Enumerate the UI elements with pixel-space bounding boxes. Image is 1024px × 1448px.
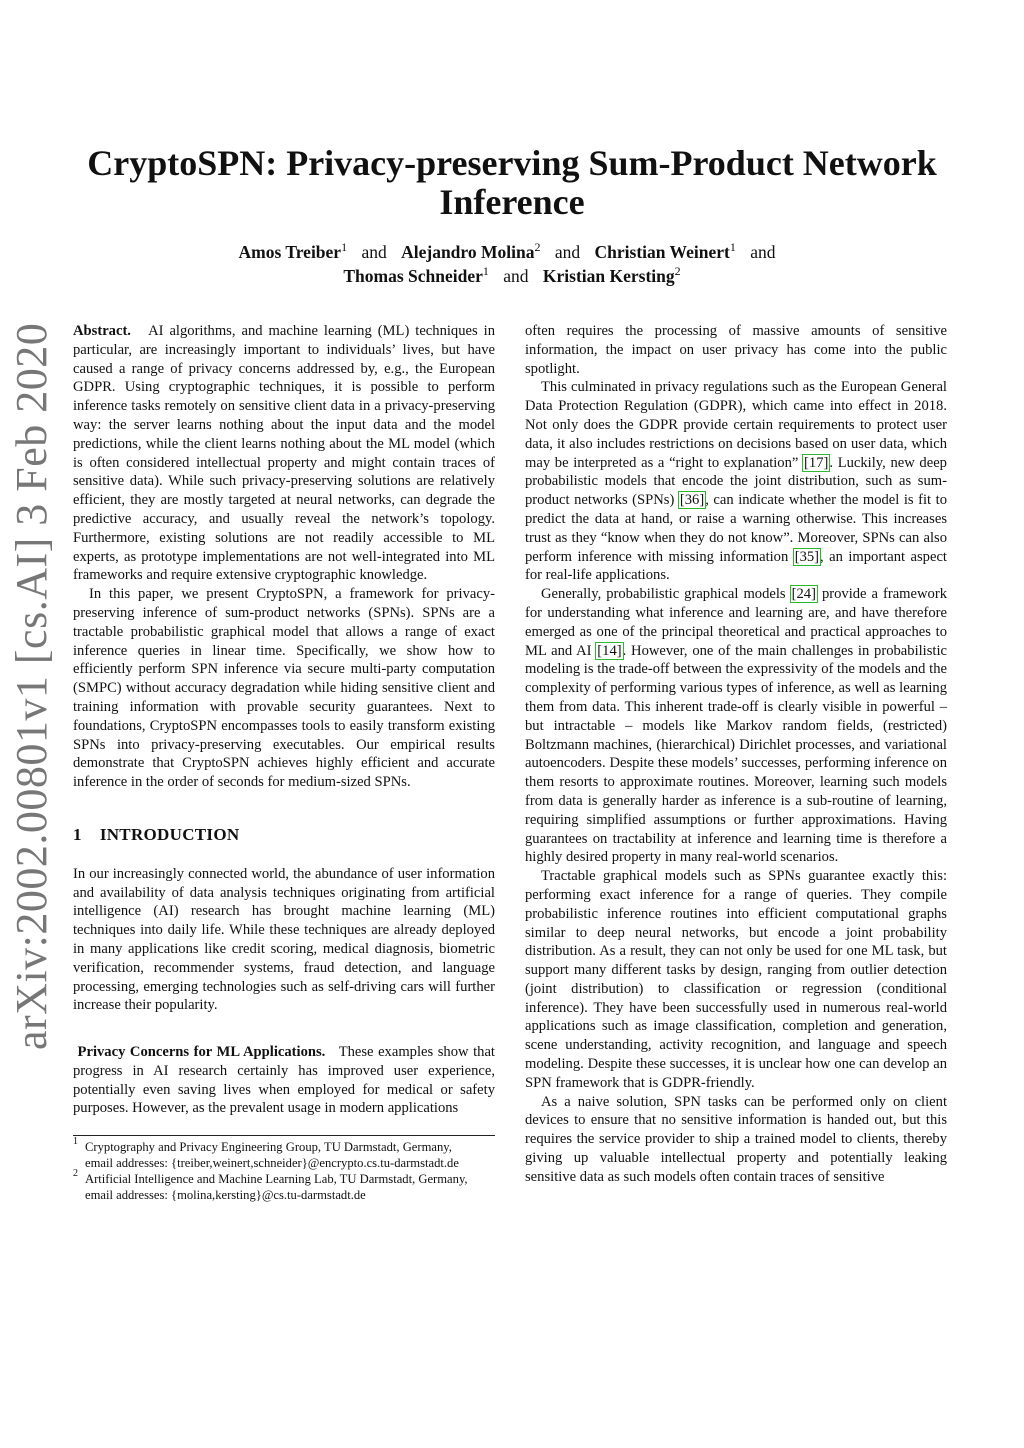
privacy-text: These examples show that progress in AI research certainly has improved user experience, potentially even saving lives when employed for medical or safety purposes. However, as the prevalent usage in modern applications	[73, 1044, 495, 1117]
footnote-line: Artificial Intelligence and Machine Learning Lab, TU Darmstadt, Germany,	[85, 1172, 468, 1186]
intro-paragraph: In our increasingly connected world, the abundance of user information and availability of data analysis techniques originating from artificial intelligence (AI) research has brought machine learning (ML) techniques into daily life. While these techniques are already deployed in many applications like credit scoring, medical diagnosis, biometric verification, recommender systems, fraud detection, and language processing, emerging technologies such as self-driving cars will further increase their popularity.	[73, 865, 495, 1014]
affiliation-mark: 2	[674, 264, 681, 278]
text-run: , can indicate whether the model is fit to predict the data at hand, or raise a warning otherwise. This increases trust as they “know when they do not know”. Moreover, SPNs can also perform inference with missing information	[525, 492, 947, 565]
section-title: INTRODUCTION	[99, 824, 240, 844]
text-run: . However, one of the main challenges in probabilistic modeling is the trade-off between the expressivity of the models and the complexity of performing various types of inference, as well as learning them from data. This inherent trade-off is clearly visible in powerful – but intractable – models like Markov random fields, (restricted) Boltzmann machines, (hierarchical) Dirichlet processes, and variational autoencoders. Despite these models’ successes, performing inference on them resorts to approximate routines. Moreover, learning such models from data is generally harder as inference is a sub-routine of learning, requiring simplified assumptions or further approximations. Having guarantees on tractability at inference and learning time is therefore a highly desired property in many real-world scenarios.	[525, 642, 947, 866]
footnote-line: email addresses: {molina,kersting}@cs.tu-darmstadt.de	[85, 1188, 366, 1202]
author-line-2	[60, 264, 964, 288]
affiliation-mark: 1	[482, 264, 489, 278]
citation-link[interactable]: [35]	[794, 548, 820, 565]
right-column	[525, 322, 947, 1187]
abstract-paragraph	[73, 322, 495, 585]
section-heading	[73, 826, 495, 845]
author-separator: and	[554, 242, 581, 262]
footnote: 2 Artificial Intelligence and Machine Learning Lab, TU Darmstadt, Germany, email addresses: {molina,kersting}@cs.tu-darmstadt.de	[73, 1171, 495, 1203]
affiliation-mark: 1	[729, 240, 736, 254]
paper-title: CryptoSPN: Privacy-preserving Sum-Product Network Inference	[87, 143, 937, 222]
text-run: . Luckily, new deep probabilistic models that encode the joint distribution, such as sum-product networks (SPNs)	[525, 454, 947, 509]
author-separator: and	[361, 242, 387, 262]
citation-link[interactable]: [36]	[679, 492, 705, 509]
affiliation-mark: 1	[341, 240, 348, 254]
author-name: Amos Treiber	[238, 242, 342, 262]
text-run: Generally, probabilistic graphical models	[541, 586, 786, 603]
paragraph-heading: Privacy Concerns for ML Applications.	[77, 1044, 326, 1061]
abstract-text: AI algorithms, and machine learning (ML) techniques in particular, are increasingly important to individuals’ lives, but have caused a range of privacy concerns addressed by, e.g., the European GDPR. Using cryptographic techniques, it is possible to perform inference tasks remotely on sensitive client data in a privacy-preserving way: the server learns nothing about the input data and the model predictions, while the client learns nothing about the ML model (which is often considered intellectual property and might contain traces of sensitive data). While such privacy-preserving solutions are relatively efficient, they are mostly targeted at neural networks, can degrade the predictive accuracy, and usually reveal the network’s topology. Furthermore, existing solutions are not readily accessible to ML experts, as prototype implementations are not well-integrated into ML frameworks and require extensive cryptographic knowledge.	[73, 323, 496, 584]
author-name: Kristian Kersting	[542, 266, 675, 286]
gdpr-paragraph	[525, 378, 947, 585]
continued-paragraph: often requires the processing of massive amounts of sensitive information, the impact on user privacy has come into the public spotlight.	[525, 323, 947, 377]
footnote: 1 Cryptography and Privacy Engineering Group, TU Darmstadt, Germany, email addresses: {treiber,weinert,schneider}@encrypto.cs.tu-darmstadt.de	[73, 1139, 495, 1171]
citation-link[interactable]: [24]	[791, 586, 816, 603]
privacy-paragraph	[73, 1043, 495, 1118]
footnote-rule	[73, 1135, 495, 1136]
citation-link[interactable]: [17]	[804, 454, 829, 471]
author-name: Thomas Schneider	[343, 266, 483, 286]
author-separator: and	[503, 266, 529, 286]
tractable-paragraph: Tractable graphical models such as SPNs guarantee exactly this: performing exact inference for a range of queries. They compile probabilistic inference routines into efficient computational graphs similar to deep neural networks, but encode a joint probability distribution. As a result, they can not only be used for one ML task, but support many different tasks by design, ranging from outlier detection (joint distribution) to classification or regression (conditional inference). They have been successfully used in numerous real-world applications such as image classification, completion and generation, scene understanding, activity recognition, and language and speech modeling. Despite these successes, it is unclear how one can develop an SPN framework that is GDPR-friendly.	[525, 868, 947, 1091]
left-column	[73, 322, 495, 1118]
affiliation-mark: 2	[534, 240, 541, 254]
text-run: provide a framework for understanding what inference and learning are, and have therefore emerged as one of the principal theoretical and practical approaches to ML and AI	[525, 586, 947, 659]
footnote-line: Cryptography and Privacy Engineering Group, TU Darmstadt, Germany,	[85, 1140, 452, 1154]
author-name: Alejandro Molina	[401, 242, 535, 262]
section-number: 1	[73, 824, 82, 844]
text-run: , an important aspect for real-life applications.	[525, 548, 947, 584]
arxiv-identifier: arXiv:2002.00801v1 [cs.AI] 3 Feb 2020	[7, 322, 56, 1050]
pgm-paragraph	[525, 585, 947, 867]
footnote-line: email addresses: {treiber,weinert,schneider}@encrypto.cs.tu-darmstadt.de	[85, 1156, 459, 1170]
author-line-1	[60, 240, 964, 264]
author-list	[60, 240, 964, 288]
abstract-paragraph-2: In this paper, we present CryptoSPN, a framework for privacy-preserving inference of sum-product networks (SPNs). SPNs are a tractable probabilistic graphical model that allows a range of exact inference queries in linear time. Specifically, we show how to efficiently perform SPN inference via secure multi-party computation (SMPC) without accuracy degradation while hiding sensitive client and training information with provable security guarantees. Next to foundations, CryptoSPN encompasses tools to easily transform existing SPNs into privacy-preserving executables. Our empirical results demonstrate that CryptoSPN achieves highly efficient and accurate inference in the order of seconds for medium-sized SPNs.	[73, 586, 495, 791]
footnotes	[73, 1136, 495, 1203]
citation-link[interactable]: [14]	[597, 642, 622, 659]
author-separator: and	[750, 242, 776, 262]
abstract-label: Abstract.	[73, 323, 131, 339]
naive-solution-paragraph: As a naive solution, SPN tasks can be performed only on client devices to ensure that no sensitive information is handed out, but this requires the service provider to ship a trained model to clients, thereby giving up valuable intellectual property and potentially leaking sensitive data as such models often contain traces of sensitive	[525, 1093, 947, 1185]
text-run: This culminated in privacy regulations such as the European General Data Protection Regulation (GDPR), which came into effect in 2018. Not only does the GDPR provide certain requirements to protect user data, it also includes restrictions on decisions based on user data, which may be interpreted as a “right to explanation”	[525, 379, 947, 471]
author-name: Christian Weinert	[594, 242, 730, 262]
